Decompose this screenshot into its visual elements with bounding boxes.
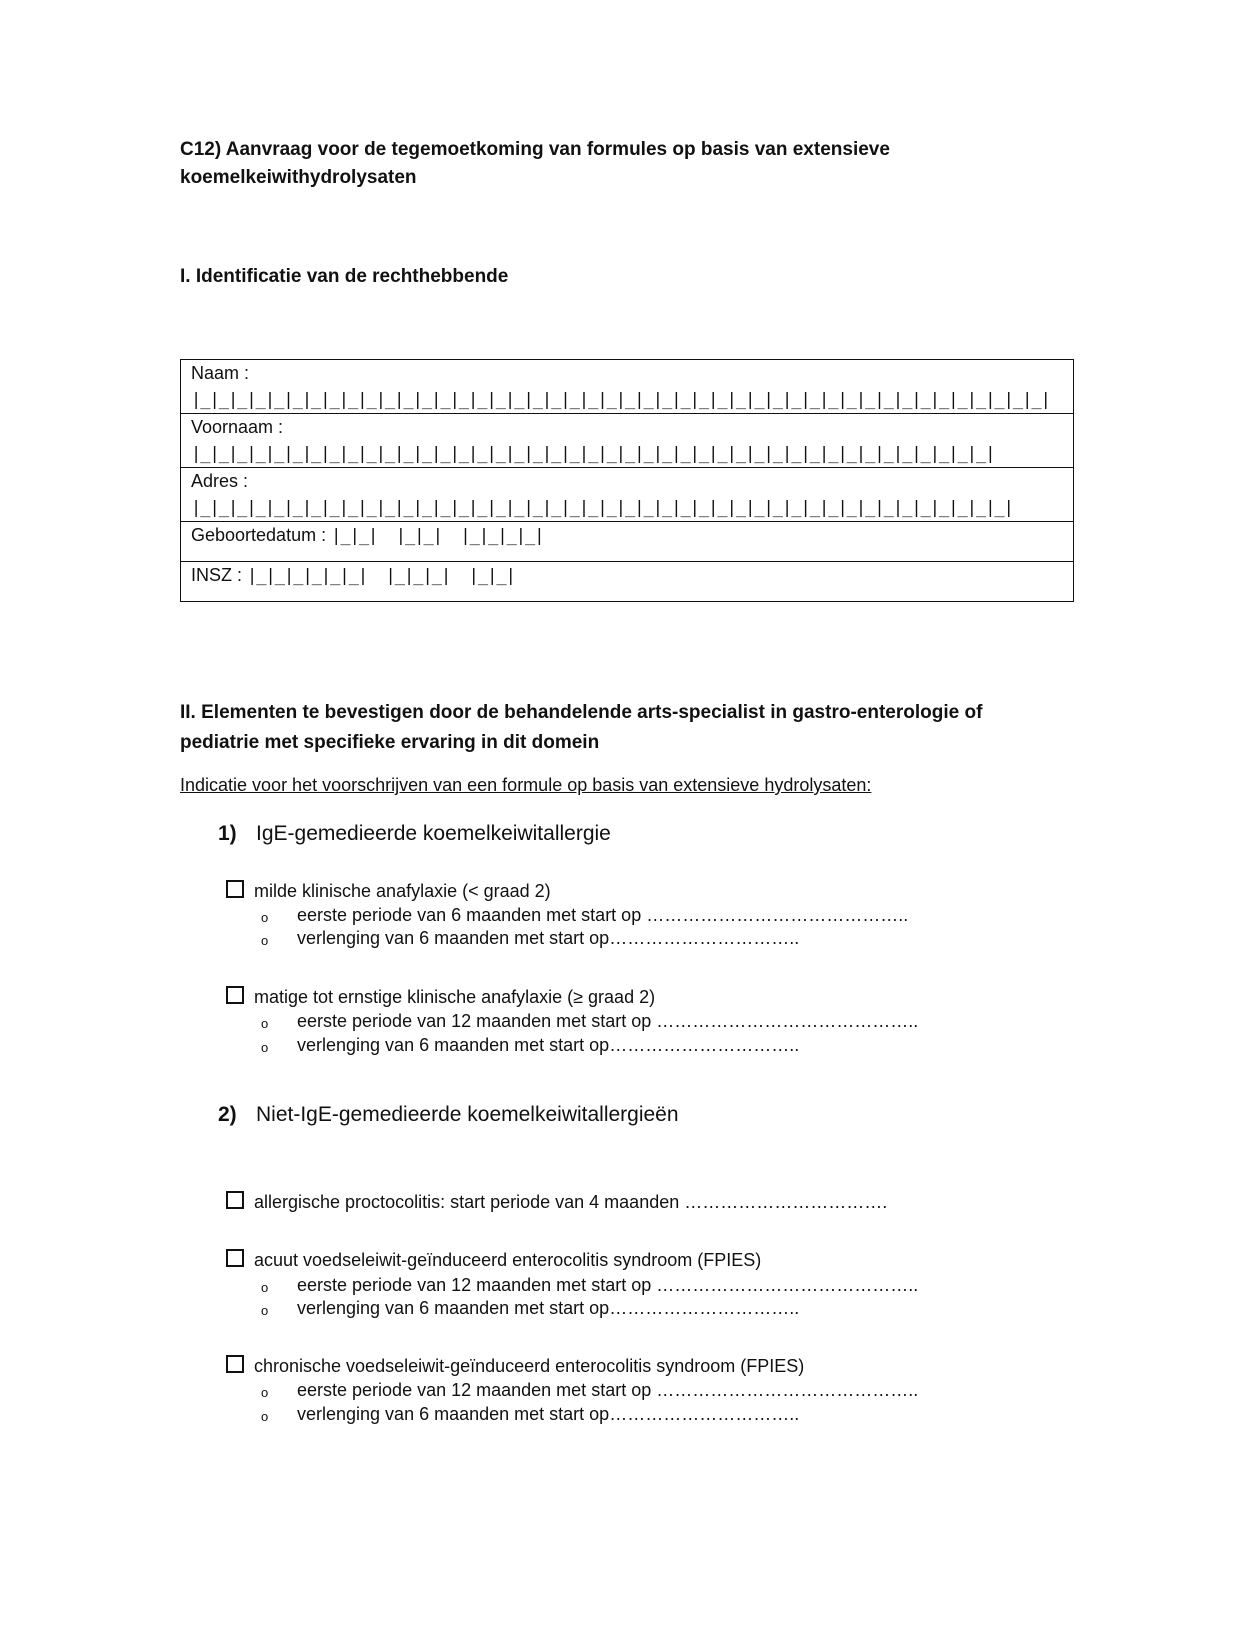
voornaam-label: Voornaam : xyxy=(191,417,284,437)
section-2-heading-line-2: pediatrie met specifieke ervaring in dit domein xyxy=(180,732,600,753)
option-5-sub-2: verlenging van 6 maanden met start op………………………….. xyxy=(297,1404,800,1424)
geboortedatum-field[interactable] xyxy=(181,522,1074,562)
bullet-icon: o xyxy=(261,1016,269,1031)
table-row-geboortedatum xyxy=(181,522,1074,562)
naam-boxes[interactable]: |_|_|_|_|_|_|_|_|_|_|_|_|_|_|_|_|_|_|_|_|_|_|_|_|_|_|_|_|_|_|_|_|_|_|_|_|_|_|_|_|_|_|_|_|_|_| xyxy=(191,390,1050,410)
category-2-number: 2) xyxy=(218,1103,237,1126)
option-2-sub-1: eerste periode van 12 maanden met start op …………………………………….. xyxy=(297,1011,919,1031)
form-title xyxy=(180,136,1080,192)
checkbox-matige-ernstige-anafylaxie[interactable] xyxy=(226,986,244,1004)
option-3-label: allergische proctocolitis: start periode van 4 maanden ……………………………. xyxy=(254,1192,888,1212)
table-row-adres xyxy=(181,468,1074,522)
adres-label: Adres : xyxy=(191,471,249,491)
form-title-line-1: C12) Aanvraag voor de tegemoetkoming van formules op basis van extensieve xyxy=(180,139,890,160)
checkbox-allergische-proctocolitis[interactable] xyxy=(226,1191,244,1209)
section-2-heading xyxy=(180,698,1100,758)
option-4-label: acuut voedseleiwit-geïnduceerd enterocolitis syndroom (FPIES) xyxy=(254,1250,762,1270)
insz-boxes[interactable]: |_|_|_|_|_|_| |_|_|_| |_|_| xyxy=(247,566,515,586)
voornaam-boxes[interactable]: |_|_|_|_|_|_|_|_|_|_|_|_|_|_|_|_|_|_|_|_|_|_|_|_|_|_|_|_|_|_|_|_|_|_|_|_|_|_|_|_|_|_|_| xyxy=(191,444,995,464)
option-1-label: milde klinische anafylaxie (< graad 2) xyxy=(254,881,551,901)
insz-field[interactable] xyxy=(181,562,1074,602)
option-4-sub-1: eerste periode van 12 maanden met start op …………………………………….. xyxy=(297,1275,919,1295)
bullet-icon: o xyxy=(261,910,269,925)
option-5-sub-1: eerste periode van 12 maanden met start op …………………………………….. xyxy=(297,1380,919,1400)
option-2-sub-2: verlenging van 6 maanden met start op………………………….. xyxy=(297,1035,800,1055)
bullet-icon: o xyxy=(261,1409,269,1424)
indication-text: Indicatie voor het voorschrijven van een formule op basis van extensieve hydrolysaten: xyxy=(180,775,872,795)
bullet-icon: o xyxy=(261,1303,269,1318)
geboortedatum-boxes[interactable]: |_|_| |_|_| |_|_|_|_| xyxy=(331,526,544,546)
option-1-sub-2: verlenging van 6 maanden met start op………………………….. xyxy=(297,928,800,948)
bullet-icon: o xyxy=(261,1040,269,1055)
adres-field[interactable] xyxy=(181,468,1074,522)
checkbox-milde-anafylaxie[interactable] xyxy=(226,880,244,898)
voornaam-field[interactable] xyxy=(181,414,1074,468)
checkbox-chronische-fpies[interactable] xyxy=(226,1355,244,1373)
section-2-heading-line-1: II. Elementen te bevestigen door de behandelende arts-specialist in gastro-enterologie of xyxy=(180,702,983,723)
table-row-naam xyxy=(181,360,1074,414)
option-4-sub-2: verlenging van 6 maanden met start op………………………….. xyxy=(297,1298,800,1318)
table-row-voornaam xyxy=(181,414,1074,468)
bullet-icon: o xyxy=(261,1385,269,1400)
option-1-sub-1: eerste periode van 6 maanden met start op …………………………………….. xyxy=(297,905,909,925)
option-5-label: chronische voedseleiwit-geïnduceerd enterocolitis syndroom (FPIES) xyxy=(254,1356,805,1376)
category-1-number: 1) xyxy=(218,822,237,845)
checkbox-acuut-fpies[interactable] xyxy=(226,1249,244,1267)
category-1-label: IgE-gemedieerde koemelkeiwitallergie xyxy=(256,822,611,845)
section-1-heading: I. Identificatie van de rechthebbende xyxy=(180,266,509,287)
category-2-label: Niet-IgE-gemedieerde koemelkeiwitallergieën xyxy=(256,1103,679,1126)
insz-label: INSZ : xyxy=(191,565,243,585)
form-title-line-2: koemelkeiwithydrolysaten xyxy=(180,167,417,188)
naam-label: Naam : xyxy=(191,363,250,383)
bullet-icon: o xyxy=(261,933,269,948)
option-2-label: matige tot ernstige klinische anafylaxie (≥ graad 2) xyxy=(254,987,656,1007)
table-row-insz xyxy=(181,562,1074,602)
naam-field[interactable] xyxy=(181,360,1074,414)
geboortedatum-label: Geboortedatum : xyxy=(191,525,327,545)
bullet-icon: o xyxy=(261,1280,269,1295)
identification-table xyxy=(180,359,1074,602)
adres-boxes[interactable]: |_|_|_|_|_|_|_|_|_|_|_|_|_|_|_|_|_|_|_|_|_|_|_|_|_|_|_|_|_|_|_|_|_|_|_|_|_|_|_|_|_|_|_|_| xyxy=(191,498,1013,518)
